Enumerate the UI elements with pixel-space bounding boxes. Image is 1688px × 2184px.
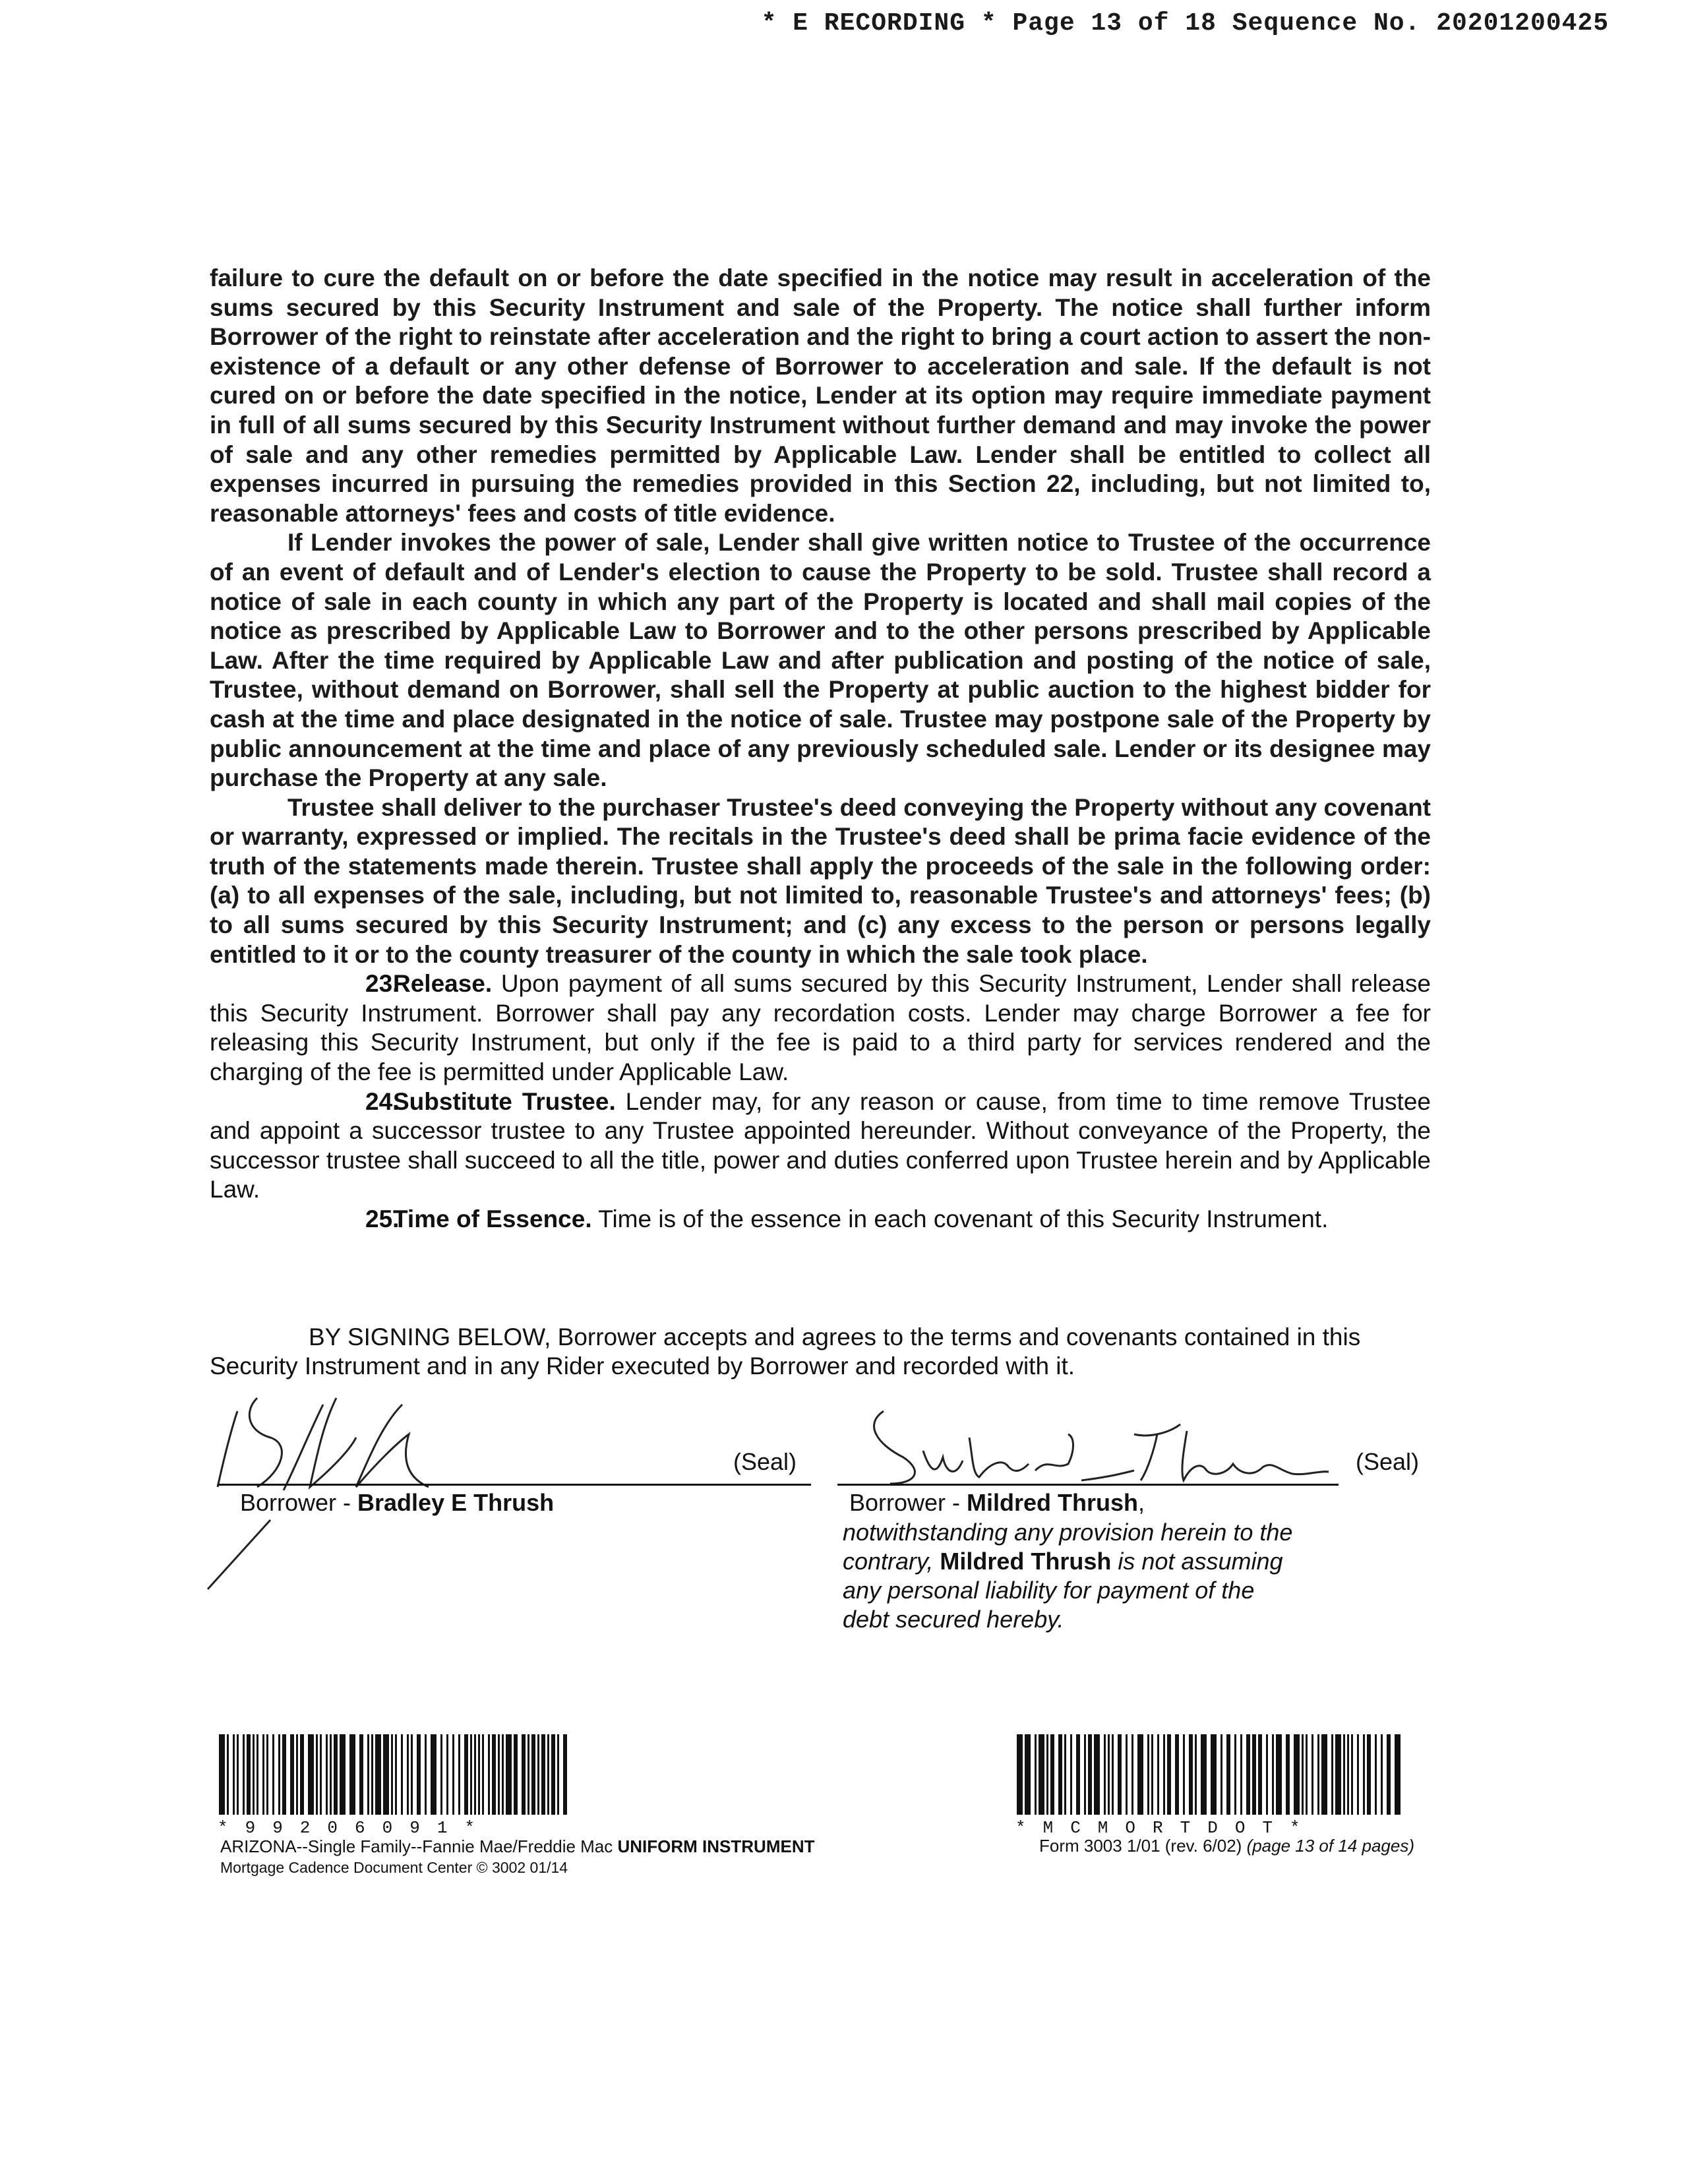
- barcode-bar: [383, 1734, 389, 1815]
- liability-note-name: Mildred Thrush: [940, 1548, 1112, 1575]
- signing-text: BY SIGNING BELOW, Borrower accepts and agrees to the terms and covenants contained in this Security Instrument and in any Rider executed by Borrower and recorded with it.: [210, 1323, 1361, 1380]
- barcode-bar: [349, 1734, 355, 1815]
- barcode-bar: [1118, 1734, 1122, 1815]
- barcode-bar: [1157, 1734, 1159, 1815]
- section-23-text: Upon payment of all sums secured by this Security Instrument, Lender shall release this Security Instrument. Borrower shall pay any recordation costs. Lender may charge Borrower a fee for releasing this Security Instrument, but only if the fee is paid to a third party for services rendered and the charging of the fee is permitted under Applicable Law.: [210, 970, 1431, 1086]
- signature-line-right: [837, 1484, 1339, 1486]
- barcode-bar: [296, 1734, 298, 1815]
- barcode-bar: [1272, 1734, 1274, 1815]
- barcode-bar: [458, 1734, 460, 1815]
- barcode-bar: [330, 1734, 332, 1815]
- barcode-bar: [326, 1734, 328, 1815]
- barcode-bar: [474, 1734, 476, 1815]
- barcode-bar: [1357, 1734, 1359, 1815]
- barcode-bar: [278, 1734, 280, 1815]
- footer-page-count: (page 13 of 14 pages): [1246, 1836, 1414, 1856]
- liability-note-part-a: notwithstanding any provision herein to the contrary,: [843, 1519, 1293, 1575]
- section-24-title: Substitute Trustee.: [393, 1087, 616, 1115]
- barcode-bar: [1025, 1734, 1031, 1815]
- barcode-bar: [1211, 1734, 1217, 1815]
- barcode-bar: [282, 1734, 286, 1815]
- barcode-bar: [407, 1734, 409, 1815]
- barcode-bar: [1302, 1734, 1304, 1815]
- barcode-bar: [1131, 1734, 1133, 1815]
- barcode-bar: [1094, 1734, 1100, 1815]
- footer-form-number: [1039, 1836, 1414, 1856]
- barcode-bar: [425, 1734, 427, 1815]
- barcode-right: [1015, 1734, 1404, 1838]
- barcode-left-text: *99206091*: [218, 1818, 493, 1838]
- section-23: [210, 969, 1431, 1087]
- barcode-bar: [243, 1734, 245, 1815]
- barcode-bar: [237, 1734, 239, 1815]
- signer-caption-left: [240, 1489, 554, 1517]
- barcode-bar: [1363, 1734, 1365, 1815]
- barcode-bar: [1252, 1734, 1256, 1815]
- barcode-bar: [1183, 1734, 1185, 1815]
- barcode-bar: [1064, 1734, 1066, 1815]
- signer-role-right: Borrower -: [849, 1489, 967, 1516]
- signature-line-left: [218, 1484, 811, 1486]
- barcode-bar: [1331, 1734, 1333, 1815]
- barcode-bar: [272, 1734, 274, 1815]
- barcode-bar: [1163, 1734, 1165, 1815]
- barcode-bar: [502, 1734, 504, 1815]
- barcode-bar: [1246, 1734, 1250, 1815]
- barcode-bar: [219, 1734, 225, 1815]
- barcode-bar: [470, 1734, 472, 1815]
- barcode-bar: [1151, 1734, 1153, 1815]
- barcode-bar: [1258, 1734, 1262, 1815]
- barcode-bar: [528, 1734, 529, 1815]
- footer-form-title-a: ARIZONA--Single Family--Fannie Mae/Freddie Mac: [220, 1836, 618, 1856]
- barcode-right-text: *MCMORTDOT*: [1015, 1818, 1317, 1838]
- barcode-bar: [1234, 1734, 1236, 1815]
- signer-caption-right: [849, 1489, 1145, 1517]
- paragraph-default-notice: failure to cure the default on or before the date specified in the notice may result in acceleration of the sums secured by this Security Instrument and sale of the Property. The notice shall further inform Borrower of the right to reinstate after acceleration and the right to bring a court action to assert the non-existence of a default or any other defense of Borrower to acceleration and sale. If the default is not cured on or before the date specified in the notice, Lender at its option may require immediate payment in full of all sums secured by this Security Instrument without further demand and may invoke the power of sale and any other remedies permitted by Applicable Law. Lender shall be entitled to collect all expenses incurred in pursuing the remedies provided in this Section 22, including, but not limited to, reasonable attorneys' fees and costs of title evidence.: [210, 264, 1431, 527]
- barcode-bar: [1375, 1734, 1377, 1815]
- barcode-bar: [417, 1734, 421, 1815]
- barcode-bar: [290, 1734, 294, 1815]
- barcode-bar: [1395, 1734, 1401, 1815]
- barcode-bar: [522, 1734, 526, 1815]
- paragraph-power-of-sale: If Lender invokes the power of sale, Lender shall give written notice to Trustee of the occurrence of an event of default and of Lender's election to cause the Property to be sold. Trustee shall record a notice of sale in each county in which any part of the Property is located and shall mail copies of the notice as prescribed by Applicable Law to Borrower and to the other persons prescribed by Applicable Law. After the time required by Applicable Law and after publication and posting of the notice of sale, Trustee, without demand on Borrower, shall sell the Property at public auction to the highest bidder for cash at the time and place designated in the notice of sale. Trustee may postpone sale of the Property by public announcement at the time and place of any previously scheduled sale. Lender or its designee may purchase the Property at any sale.: [210, 529, 1431, 792]
- barcode-bar: [514, 1734, 518, 1815]
- barcode-bar: [1306, 1734, 1308, 1815]
- section-23-number: 23.: [365, 970, 400, 998]
- barcode-bar: [1189, 1734, 1193, 1815]
- barcode-bar: [1367, 1734, 1371, 1815]
- barcode-bar: [359, 1734, 363, 1815]
- barcode-bar: [411, 1734, 413, 1815]
- barcode-bar: [227, 1734, 229, 1815]
- barcode-bar: [482, 1734, 484, 1815]
- barcode-bar: [334, 1734, 338, 1815]
- barcode-bar: [1221, 1734, 1222, 1815]
- barcode-bar: [395, 1734, 397, 1815]
- barcode-right-bars: [1015, 1734, 1404, 1817]
- seal-label-left: (Seal): [733, 1448, 797, 1475]
- signer-suffix-right: ,: [1138, 1489, 1145, 1516]
- barcode-bar: [1240, 1734, 1242, 1815]
- barcode-bar: [1266, 1734, 1268, 1815]
- barcode-bar: [1286, 1734, 1290, 1815]
- barcode-bar: [1226, 1734, 1230, 1815]
- barcode-bar: [1321, 1734, 1327, 1815]
- paragraph-trustee-deed: Trustee shall deliver to the purchaser Trustee's deed conveying the Property without any covenant or warranty, expressed or implied. The recitals in the Trustee's deed shall be prima facie evidence of the truth of the statements made therein. Trustee shall apply the proceeds of the sale in the following order: (a) to all expenses of the sale, including, but not limited to, reasonable Trustee's and attorneys' fees; (b) to all sums secured by this Security Instrument; and (c) any excess to the person or persons legally entitled to it or to the county treasurer of the county in which the sale took place.: [210, 793, 1431, 968]
- barcode-bar: [488, 1734, 490, 1815]
- barcode-bar: [446, 1734, 448, 1815]
- section-25-text: Time is of the essence in each covenant of this Security Instrument.: [591, 1205, 1329, 1232]
- section-25-number: 25.: [365, 1205, 400, 1232]
- barcode-bar: [308, 1734, 314, 1815]
- barcode-bar: [492, 1734, 496, 1815]
- seal-label-right: (Seal): [1356, 1448, 1420, 1475]
- footer-document-center: Mortgage Cadence Document Center © 3002 01/14: [220, 1859, 568, 1876]
- liability-note: [843, 1518, 1304, 1634]
- barcode-bar: [256, 1734, 258, 1815]
- barcode-bar: [340, 1734, 346, 1815]
- barcode-bar: [537, 1734, 539, 1815]
- barcode-bar: [320, 1734, 322, 1815]
- barcode-bar: [262, 1734, 264, 1815]
- barcode-bar: [547, 1734, 549, 1815]
- barcode-bar: [1112, 1734, 1114, 1815]
- barcode-bar: [1088, 1734, 1092, 1815]
- signer-role-left: Borrower -: [240, 1489, 358, 1516]
- barcode-bar: [266, 1734, 268, 1815]
- barcode-bar: [1126, 1734, 1128, 1815]
- barcode-bar: [1335, 1734, 1341, 1815]
- barcode-bar: [498, 1734, 500, 1815]
- barcode-bar: [452, 1734, 454, 1815]
- barcode-bar: [464, 1734, 468, 1815]
- section-24-number: 24.: [365, 1087, 400, 1115]
- barcode-bar: [401, 1734, 403, 1815]
- barcode-bar: [371, 1734, 373, 1815]
- barcode-bar: [1050, 1734, 1054, 1815]
- barcode-bar: [478, 1734, 480, 1815]
- barcode-bar: [1276, 1734, 1282, 1815]
- section-25: [210, 1205, 1431, 1234]
- barcode-bar: [1195, 1734, 1197, 1815]
- barcode-bar: [1294, 1734, 1300, 1815]
- barcode-bar: [1076, 1734, 1080, 1815]
- barcode-bar: [1108, 1734, 1110, 1815]
- barcode-bar: [1058, 1734, 1062, 1815]
- barcode-bar: [300, 1734, 304, 1815]
- barcode-bar: [316, 1734, 318, 1815]
- footer-form-title: [220, 1836, 814, 1857]
- barcode-bar: [375, 1734, 381, 1815]
- barcode-bar: [1311, 1734, 1313, 1815]
- signer-name-right: Mildred Thrush: [967, 1489, 1139, 1516]
- barcode-bar: [1167, 1734, 1171, 1815]
- barcode-bar: [1381, 1734, 1383, 1815]
- barcode-bar: [367, 1734, 369, 1815]
- barcode-left-bars: [218, 1734, 574, 1817]
- barcode-bar: [1351, 1734, 1353, 1815]
- section-25-title: Time of Essence.: [393, 1205, 592, 1232]
- barcode-bar: [1104, 1734, 1106, 1815]
- barcode-bar: [247, 1734, 251, 1815]
- barcode-bar: [506, 1734, 512, 1815]
- barcode-bar: [557, 1734, 559, 1815]
- barcode-bar: [1201, 1734, 1207, 1815]
- barcode-bar: [440, 1734, 442, 1815]
- barcode-left: [218, 1734, 574, 1838]
- section-24: [210, 1087, 1431, 1205]
- barcode-bar: [1343, 1734, 1345, 1815]
- section-23-title: Release.: [393, 970, 493, 998]
- barcode-bar: [563, 1734, 567, 1815]
- signature-bradley-thrush: [158, 1372, 528, 1543]
- barcode-bar: [1317, 1734, 1319, 1815]
- document-body: [210, 264, 1431, 1234]
- footer-form-info: [220, 1836, 814, 1878]
- barcode-bar: [391, 1734, 393, 1815]
- barcode-bar: [1175, 1734, 1179, 1815]
- section-24-text: Lender may, for any reason or cause, from time to time remove Trustee and appoint a successor trustee to any Trustee appointed hereunder. Without conveyance of the Property, the successor trustee shall succeed to all the title, power and duties conferred upon Trustee herein and by Applicable Law.: [210, 1087, 1431, 1203]
- barcode-bar: [551, 1734, 555, 1815]
- barcode-bar: [1147, 1734, 1149, 1815]
- signature-mildred-thrush: [857, 1398, 1332, 1503]
- barcode-bar: [233, 1734, 235, 1815]
- barcode-bar: [1070, 1734, 1072, 1815]
- barcode-bar: [531, 1734, 535, 1815]
- liability-note-part-b: is not assuming any personal liability for payment of the debt secured hereby.: [843, 1548, 1283, 1633]
- barcode-bar: [1084, 1734, 1086, 1815]
- barcode-bar: [541, 1734, 545, 1815]
- barcode-bar: [253, 1734, 255, 1815]
- footer-form-title-b: UNIFORM INSTRUMENT: [617, 1836, 815, 1856]
- footer-form-code: Form 3003 1/01 (rev. 6/02): [1039, 1836, 1247, 1856]
- barcode-bar: [1017, 1734, 1023, 1815]
- barcode-bar: [1137, 1734, 1143, 1815]
- barcode-bar: [431, 1734, 437, 1815]
- barcode-bar: [1046, 1734, 1048, 1815]
- barcode-bar: [1035, 1734, 1037, 1815]
- barcode-bar: [1039, 1734, 1044, 1815]
- barcode-bar: [1387, 1734, 1391, 1815]
- barcode-bar: [1347, 1734, 1349, 1815]
- signer-name-left: Bradley E Thrush: [357, 1489, 555, 1516]
- recording-header: * E RECORDING * Page 13 of 18 Sequence No. 20201200425: [761, 9, 1609, 38]
